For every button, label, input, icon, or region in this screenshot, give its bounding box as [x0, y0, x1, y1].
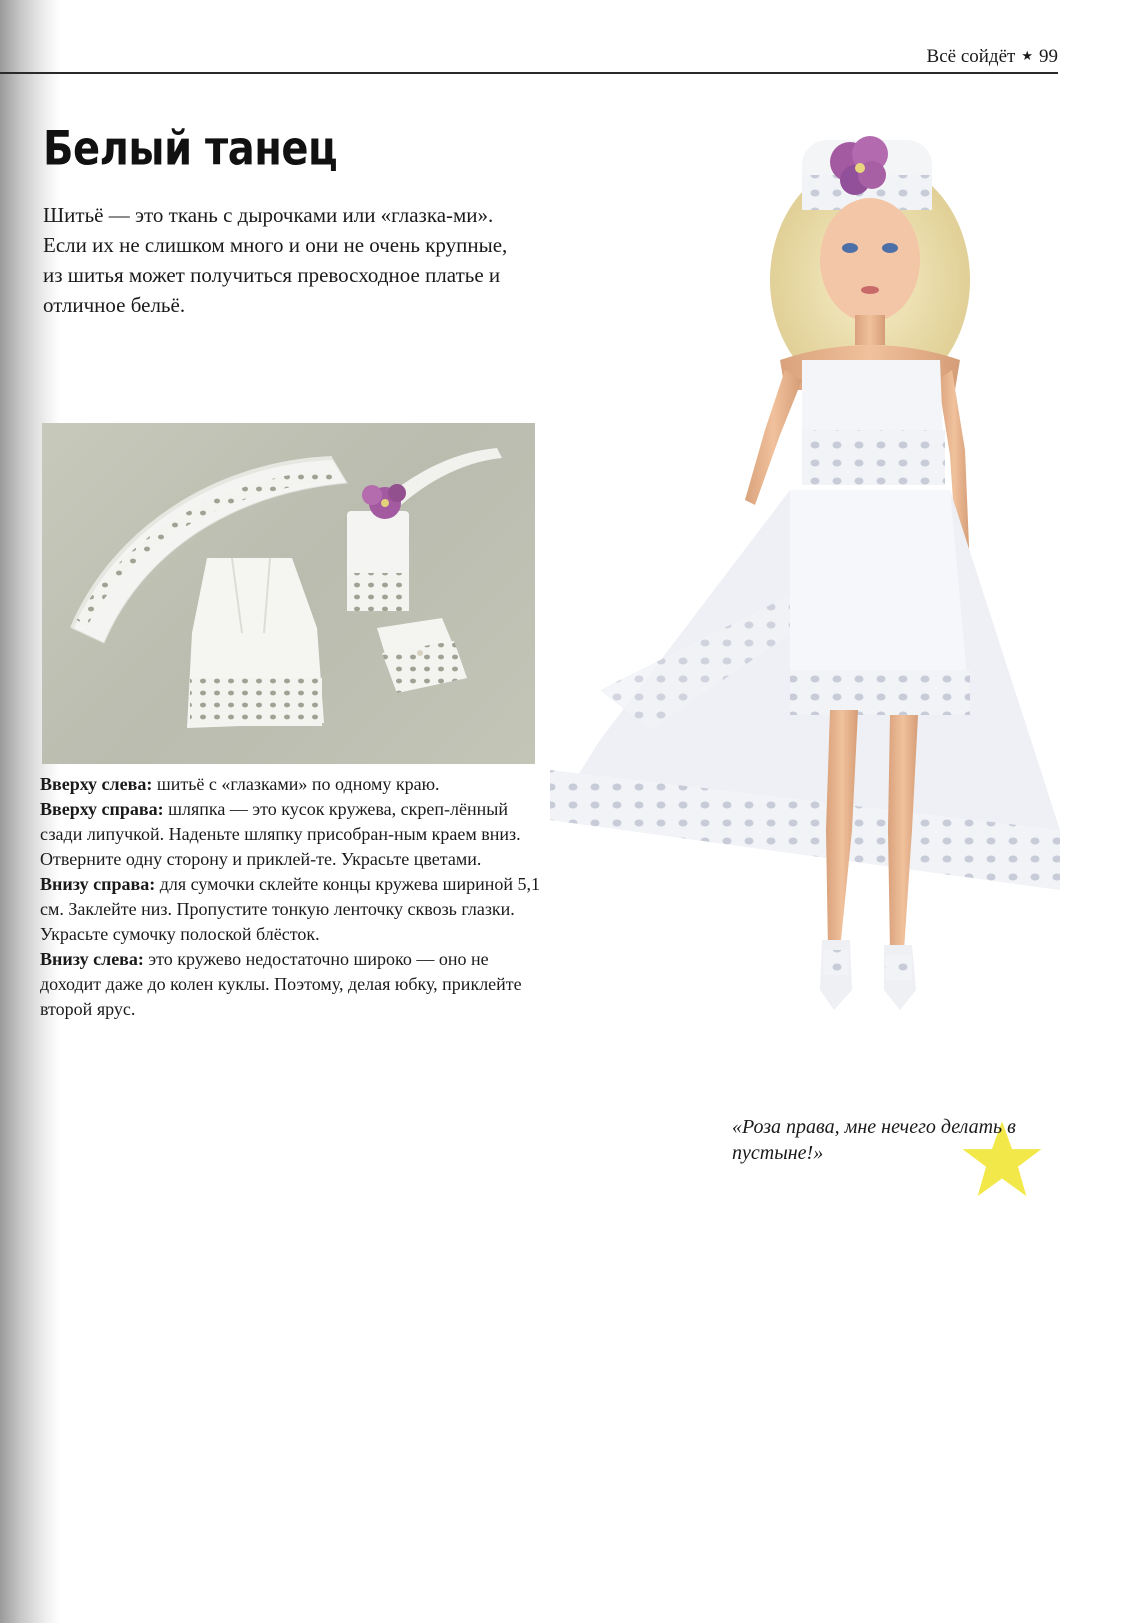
header-section-title: Всё сойдёт	[926, 46, 1016, 67]
caption-bottom-left-text: это кружево недостаточно широко — оно не доходит даже до колен куклы. Поэтому, делая юбку, приклейте второй ярус.	[40, 949, 522, 1019]
page-number: 99	[1039, 46, 1058, 67]
caption-bottom-right	[40, 872, 540, 947]
running-header	[0, 40, 1058, 74]
doll-photo	[540, 130, 1100, 1060]
header-star-icon: ★	[1021, 48, 1033, 63]
doll-quote: «Роза права, мне нечего делать в пустыне!»	[732, 1116, 1016, 1164]
caption-bottom-right-text: для сумочки склейте концы кружева шириной 5,1 см. Заклейте низ. Пропустите тонкую ленточку сквозь глазки. Украсьте сумочку полоской блёсток.	[40, 874, 540, 944]
page-title: Белый танец	[43, 122, 338, 177]
caption-top-left-label: Вверху слева:	[40, 774, 153, 794]
lace-items-photo	[42, 423, 535, 764]
caption-top-left-text: шитьё с «глазками» по одному краю.	[152, 774, 440, 794]
caption-top-left	[40, 772, 540, 797]
caption-bottom-right-label: Внизу справа:	[40, 874, 156, 894]
intro-paragraph: Шитьё — это ткань с дырочками или «глазка-ми». Если их не слишком много и они не очень крупные, из шитья может получиться превосходное платье и отличное бельё.	[43, 203, 508, 317]
caption-top-right	[40, 797, 540, 872]
photo-captions	[40, 772, 540, 1022]
caption-top-right-label: Вверху справа:	[40, 799, 164, 819]
caption-bottom-left-label: Внизу слева:	[40, 949, 144, 969]
header-text	[927, 46, 1058, 68]
lace-items-illustration	[42, 423, 535, 764]
doll-illustration	[540, 130, 1100, 1060]
caption-bottom-left	[40, 947, 540, 1022]
caption-top-right-text: шляпка — это кусок кружева, скреп-лённый сзади липучкой. Наденьте шляпку присобран-ным краем вниз. Отверните одну сторону и приклей-те. Украсьте цветами.	[40, 799, 521, 869]
